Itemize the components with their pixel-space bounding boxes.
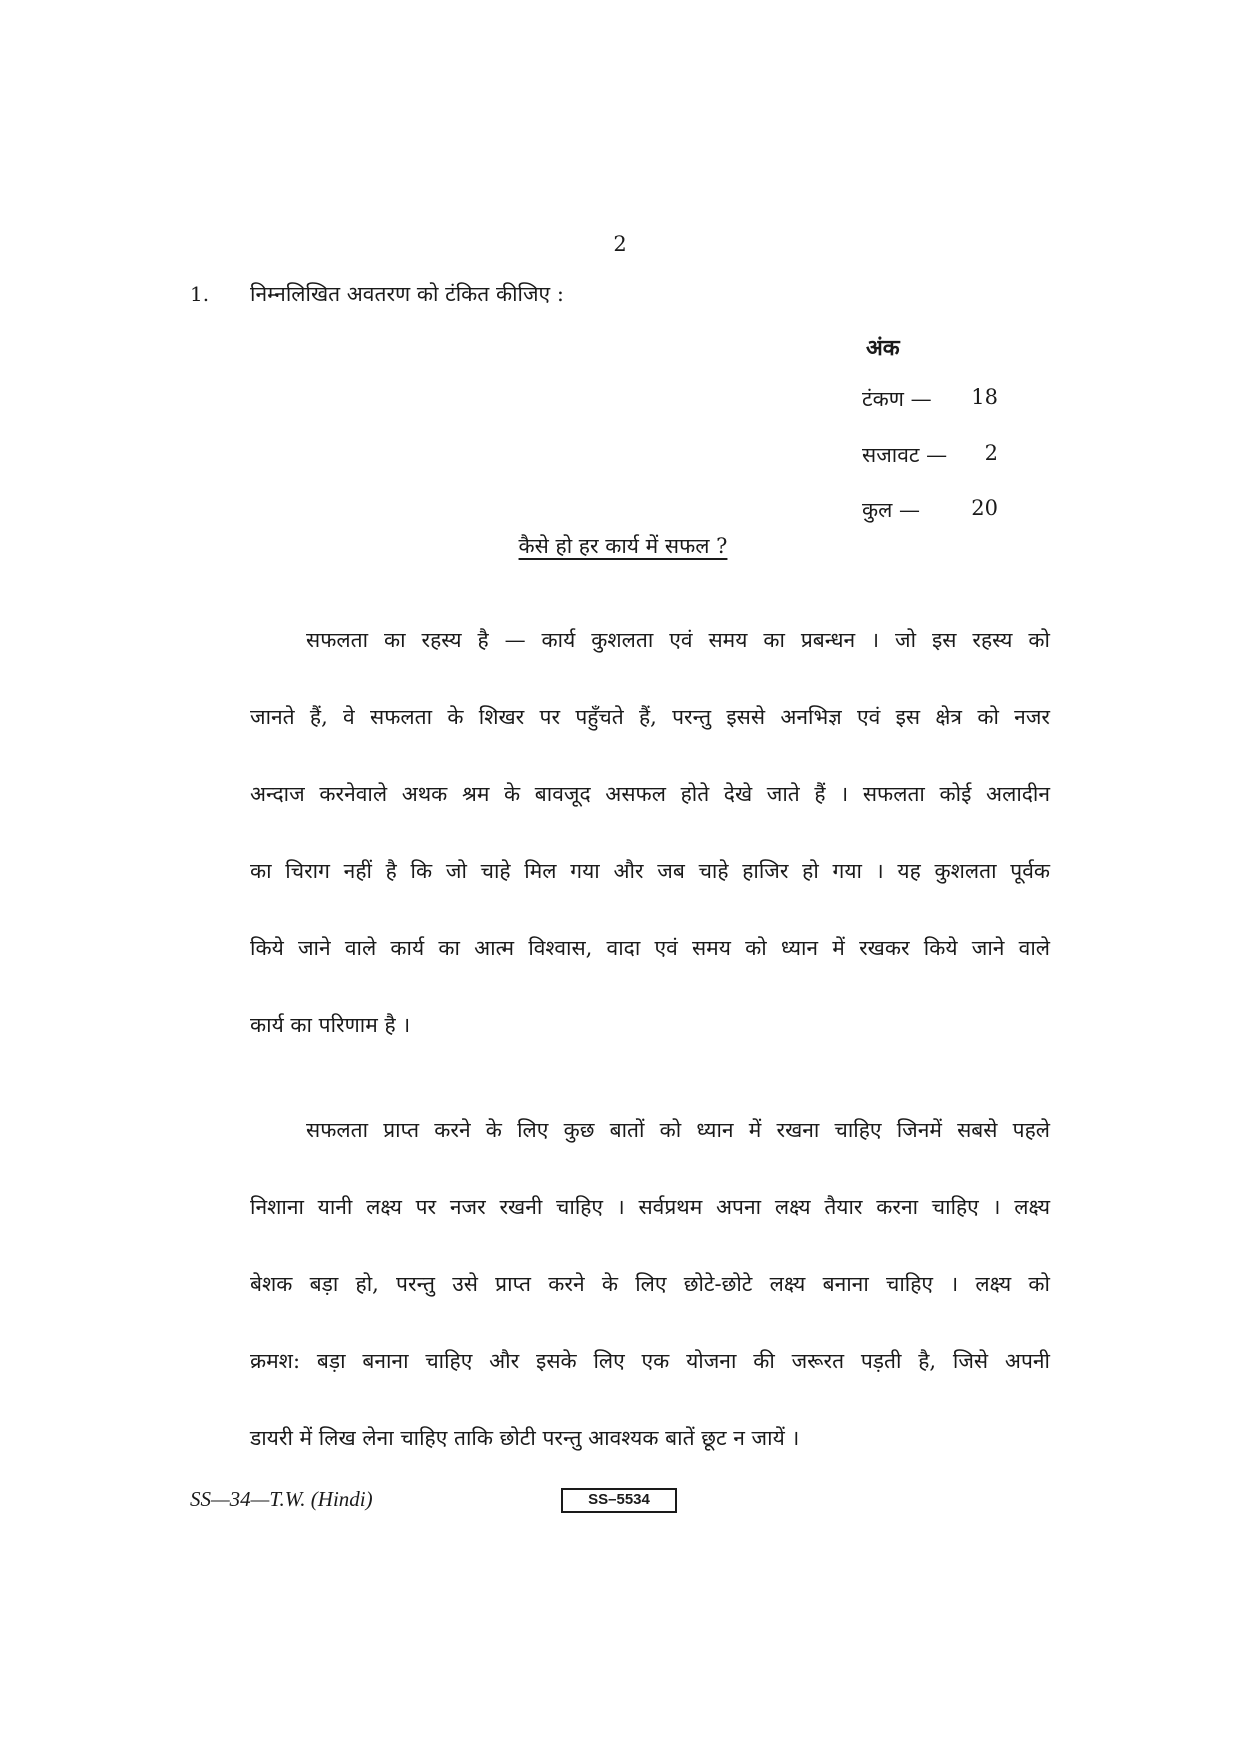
passage-line: अन्दाज करनेवाले अथक श्रम के बावजूद असफल होते देखे जाते हैं । सफलता कोई अलादीन bbox=[250, 782, 1050, 806]
question-instruction: निम्नलिखित अवतरण को टंकित कीजिए : bbox=[250, 282, 564, 306]
passage-title: कैसे हो हर कार्य में सफल ? bbox=[518, 534, 728, 558]
passage-line: कार्य का परिणाम है । bbox=[250, 1013, 411, 1037]
marks-row-total bbox=[862, 496, 1012, 526]
marks-value: 20 bbox=[971, 496, 998, 520]
passage-line: निशाना यानी लक्ष्य पर नजर रखनी चाहिए । सर्वप्रथम अपना लक्ष्य तैयार करना चाहिए । लक्ष्य bbox=[250, 1195, 1050, 1219]
booklet-code: SS–5534 bbox=[561, 1488, 677, 1513]
passage-line: का चिराग नहीं है कि जो चाहे मिल गया और जब चाहे हाजिर हो गया । यह कुशलता पूर्वक bbox=[250, 859, 1050, 883]
passage-line: बेशक बड़ा हो, परन्तु उसे प्राप्त करने के लिए छोटे-छोटे लक्ष्य बनाना चाहिए । लक्ष्य को bbox=[250, 1272, 1050, 1296]
marks-row-decoration bbox=[862, 441, 1012, 471]
marks-value: 18 bbox=[971, 385, 998, 409]
marks-value: 2 bbox=[984, 441, 998, 465]
marks-row-typing bbox=[862, 385, 1012, 415]
passage-line: सफलता का रहस्य है — कार्य कुशलता एवं समय का प्रबन्धन । जो इस रहस्य को bbox=[306, 628, 1050, 652]
marks-label: सजावट — bbox=[862, 443, 948, 467]
passage-line: सफलता प्राप्त करने के लिए कुछ बातों को ध्यान में रखना चाहिए जिनमें सबसे पहले bbox=[306, 1118, 1050, 1142]
paper-code: SS—34—T.W. (Hindi) bbox=[190, 1487, 373, 1511]
page-number: 2 bbox=[613, 232, 627, 256]
passage-line: जानते हैं, वे सफलता के शिखर पर पहुँचते हैं, परन्तु इससे अनभिज्ञ एवं इस क्षेत्र को नजर bbox=[250, 705, 1050, 729]
passage-line: डायरी में लिख लेना चाहिए ताकि छोटी परन्तु आवश्यक बातें छूट न जायें । bbox=[250, 1426, 800, 1450]
passage-title-wrap bbox=[0, 532, 1240, 560]
question-number: 1. bbox=[190, 282, 210, 306]
passage-line: किये जाने वाले कार्य का आत्म विश्वास, वादा एवं समय को ध्यान में रखकर किये जाने वाले bbox=[250, 936, 1050, 960]
passage-line: क्रमश: बड़ा बनाना चाहिए और इसके लिए एक योजना की जरूरत पड़ती है, जिसे अपनी bbox=[250, 1349, 1050, 1373]
marks-label: कुल — bbox=[862, 498, 921, 522]
marks-heading: अंक bbox=[866, 335, 900, 361]
marks-label: टंकण — bbox=[862, 387, 932, 411]
